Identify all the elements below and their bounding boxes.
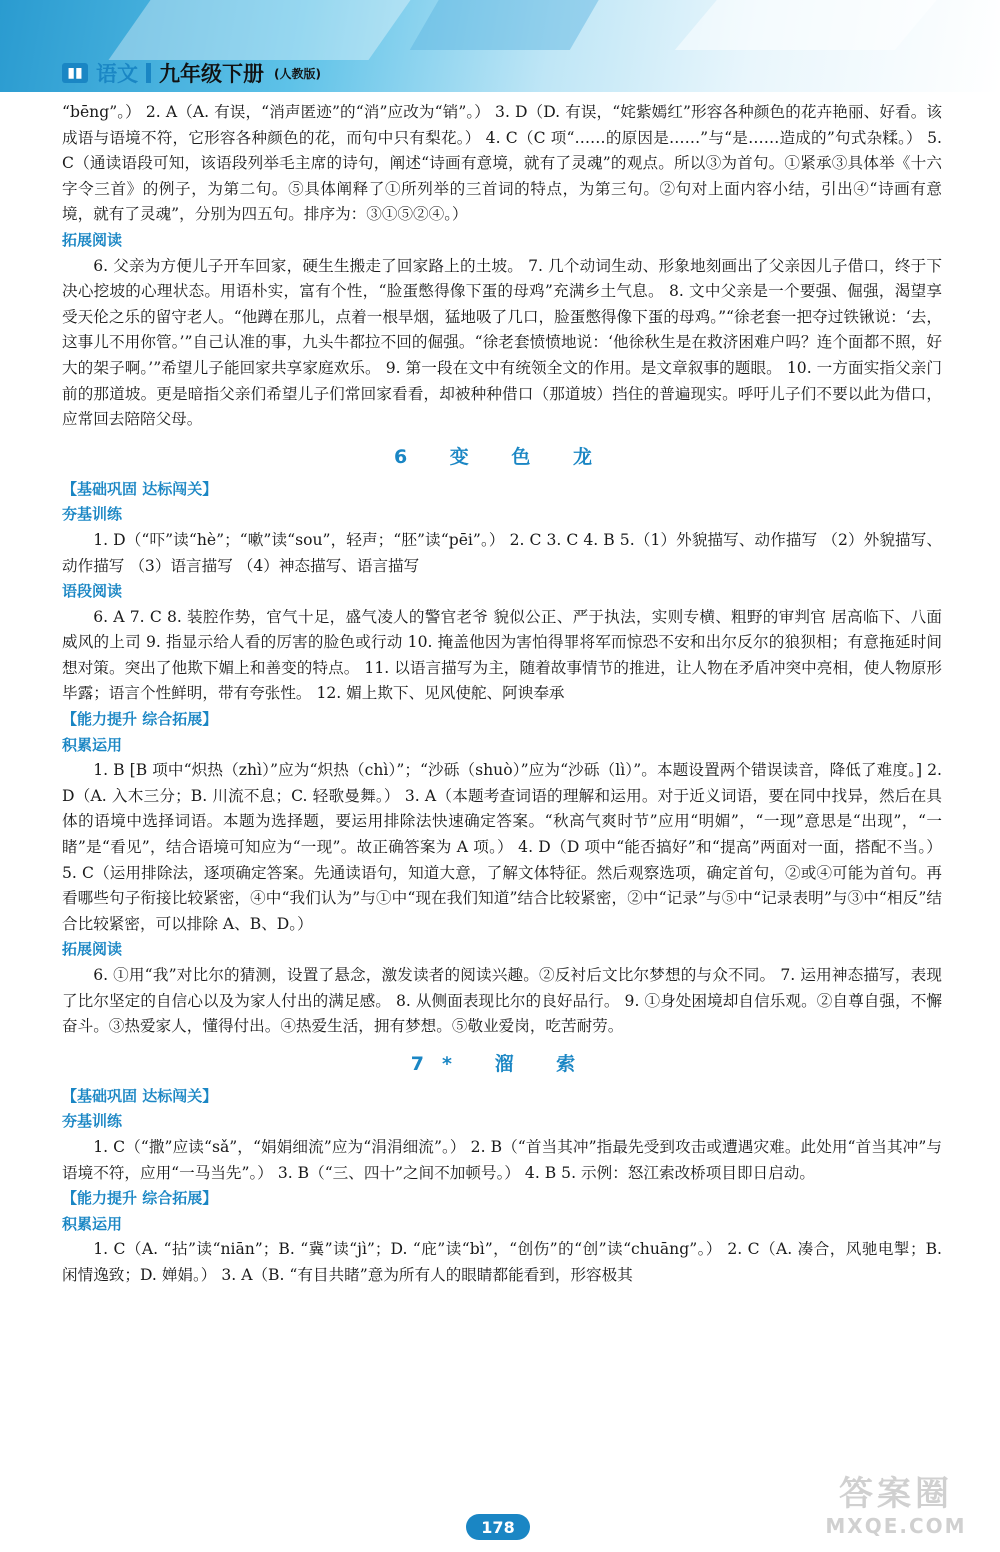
section-heading: 夯基训练 bbox=[62, 505, 123, 524]
answer-paragraph: 1. D（“吓”读“hè”；“嗽”读“sou”，轻声；“胚”读“pēi”。） 2. C 3. C 4. B 5.（1）外貌描写、动作描写 （2）外貌描写、动作描写 （3）语言描写 （4）神态描写、语言描写 bbox=[62, 530, 942, 575]
running-header bbox=[62, 58, 321, 88]
banner-decoration bbox=[675, 0, 945, 50]
site-watermark: 答案圈 MXQE.COM bbox=[825, 1474, 967, 1538]
subject-label: 语文 bbox=[96, 62, 138, 86]
section-heading: 【能力提升 综合拓展】 bbox=[62, 710, 218, 729]
section-heading: 夯基训练 bbox=[62, 1112, 123, 1131]
grade-label: 九年级下册 bbox=[159, 62, 264, 86]
section-heading: 积累运用 bbox=[62, 735, 123, 754]
answer-paragraph: 6. 父亲为方便儿子开车回家，硬生生搬走了回家路上的土坡。 7. 几个动词生动、形象地刻画出了父亲因儿子借口，终于下决心挖坡的心理状态。用语朴实，富有个性，“脸蛋憋得像下蛋的母鸡”充满乡土气息。 8. 文中父亲是一个要强、倔强，渴望享受天伦之乐的留守老人。“他蹲在那儿，点着一根旱烟，猛地吸了几口，脸蛋憋得像下蛋的母鸡。”“徐老套一把夺过铁锹说：‘去，这事儿不用你管。’”自己认准的事，九头牛都拉不回的倔强。“徐老套愤愤地说：‘他徐秋生是在救济困难户吗？连个面都不照，好大的架子啊。’”希望儿子能回家共享家庭欢乐。 9. 第一段在文中有统领全文的作用。是文章叙事的题眼。 10. 一方面实指父亲门前的那道坡。更是暗指父亲们希望儿子们常回家看看，却被种种借口（那道坡）挡住的普遍现实。呼吁儿子们不要以此为借口，应常回去陪陪父母。 bbox=[62, 256, 942, 429]
answer-paragraph: 1. C（“撒”应读“sǎ”，“娟娟细流”应为“涓涓细流”。） 2. B（“首当其冲”指最先受到攻击或遭遇灾难。此处用“首当其冲”与语境不符，应用“一马当先”。） 3. B（“三、四十”之间不加顿号。） 4. B 5. 示例：怒江索改桥项目即日启动。 bbox=[62, 1137, 942, 1182]
section-heading: 【基础巩固 达标闯关】 bbox=[62, 1086, 218, 1105]
banner-decoration bbox=[410, 0, 610, 50]
section-heading: 积累运用 bbox=[62, 1214, 123, 1233]
section-heading: 拓展阅读 bbox=[62, 940, 123, 959]
header-divider bbox=[146, 63, 151, 83]
answer-paragraph: 6. A 7. C 8. 装腔作势，官气十足，盛气凌人的警官老爷 貌似公正、严于执法，实则专横、粗野的审判官 居高临下、八面威风的上司 9. 指显示给人看的厉害的脸色或行动 10. 掩盖他因为害怕得罪将军而惊恐不安和出尔反尔的狼狈相；有意拖延时间想对策。突出了他欺下媚上和善变的特点。 11. 以语言描写为主，随着故事情节的推进，让人物在矛盾冲突中亮相，使人物原形毕露；语言个性鲜明，带有夸张性。 12. 媚上欺下、见风使舵、阿谀奉承 bbox=[62, 607, 942, 703]
chapter-title: 7* 溜 索 bbox=[410, 1052, 594, 1075]
answer-paragraph: 1. C（A. “拈”读“niān”；B. “冀”读“jì”；D. “庇”读“bì”，“创伤”的“创”读“chuāng”。） 2. C（A. 凑合，风驰电掣；B. 闲情逸致；D. 婵娟。） 3. A（B. “有目共睹”意为所有人的眼睛都能看到，形容极其 bbox=[62, 1240, 942, 1284]
answer-paragraph: 6. ①用“我”对比尔的猜测，设置了悬念，激发读者的阅读兴趣。②反衬后文比尔梦想的与众不同。 7. 运用神态描写，表现了比尔坚定的自信心以及为家人付出的满足感。 8. 从侧面表现比尔的良好品行。 9. ①身处困境却自信乐观。②自尊自强，不懈奋斗。③热爱家人，懂得付出。④热爱生活，拥有梦想。⑤敬业爱岗，吃苦耐劳。 bbox=[62, 966, 942, 1036]
page-number: 178 bbox=[466, 1514, 530, 1540]
section-heading: 【基础巩固 达标闯关】 bbox=[62, 479, 218, 498]
section-heading: 拓展阅读 bbox=[62, 230, 123, 249]
section-heading: 【能力提升 综合拓展】 bbox=[62, 1189, 218, 1208]
answer-content bbox=[62, 100, 942, 1289]
edition-label: (人教版) bbox=[274, 66, 321, 81]
chapter-title: 6 变 色 龙 bbox=[393, 445, 611, 468]
answer-paragraph: “bēng”。） 2. A（A. 有误，“消声匿迹”的“消”应改为“销”。） 3. D（D. 有误，“姹紫嫣红”形容各种颜色的花卉艳丽、好看。该成语与语境不符，它形容各种颜色的花，而句中只有梨花。） 4. C（C 项“……的原因是……”与“是……造成的”句式杂糅。） 5. C（通读语段可知，该语段列举毛主席的诗句，阐述“诗画有意境，就有了灵魂”的观点。所以③为首句。①紧承③具体举《十六字令三首》的例子，为第二句。⑤具体阐释了①所列举的三首词的特点，为第三句。②句对上面内容小结，引出④“诗画有意境，就有了灵魂”，分别为四五句。排序为：③①⑤②④。） bbox=[62, 103, 942, 224]
banner-decoration bbox=[108, 0, 431, 60]
book-icon: ▮▮ bbox=[62, 63, 88, 83]
section-heading: 语段阅读 bbox=[62, 582, 123, 601]
answer-paragraph: 1. B [B 项中“炽热（zhì）”应为“炽热（chì）”；“沙砾（shuò）”应为“沙砾（lì）”。本题设置两个错误读音，降低了难度。] 2. D（A. 入木三分；B. 川流不息；C. 轻歌曼舞。） 3. A（本题考查词语的理解和运用。对于近义词语，要在同中找异，然后在具体的语境中选择词语。本题为选择题，要运用排除法快速确定答案。“秋高气爽时节”应用“明媚”，“一现”意思是“出现”，“一睹”是“看见”，结合语境可知应为“一现”。故正确答案为 A 项。） 4. D（D 项中“能否搞好”和“提高”两面对一面，搭配不当。） 5. C（运用排除法，逐项确定答案。先通读语句，知道大意，了解文体特征。然后观察选项，确定首句，②或④可能为首句。再看哪些句子衔接比较紧密，④中“我们认为”与①中“现在我们知道”结合比较紧密，②中“记录”与⑤中“记录表明”与③中“相反”结合比较紧密，可以排除 A、B、D。） bbox=[62, 761, 942, 933]
